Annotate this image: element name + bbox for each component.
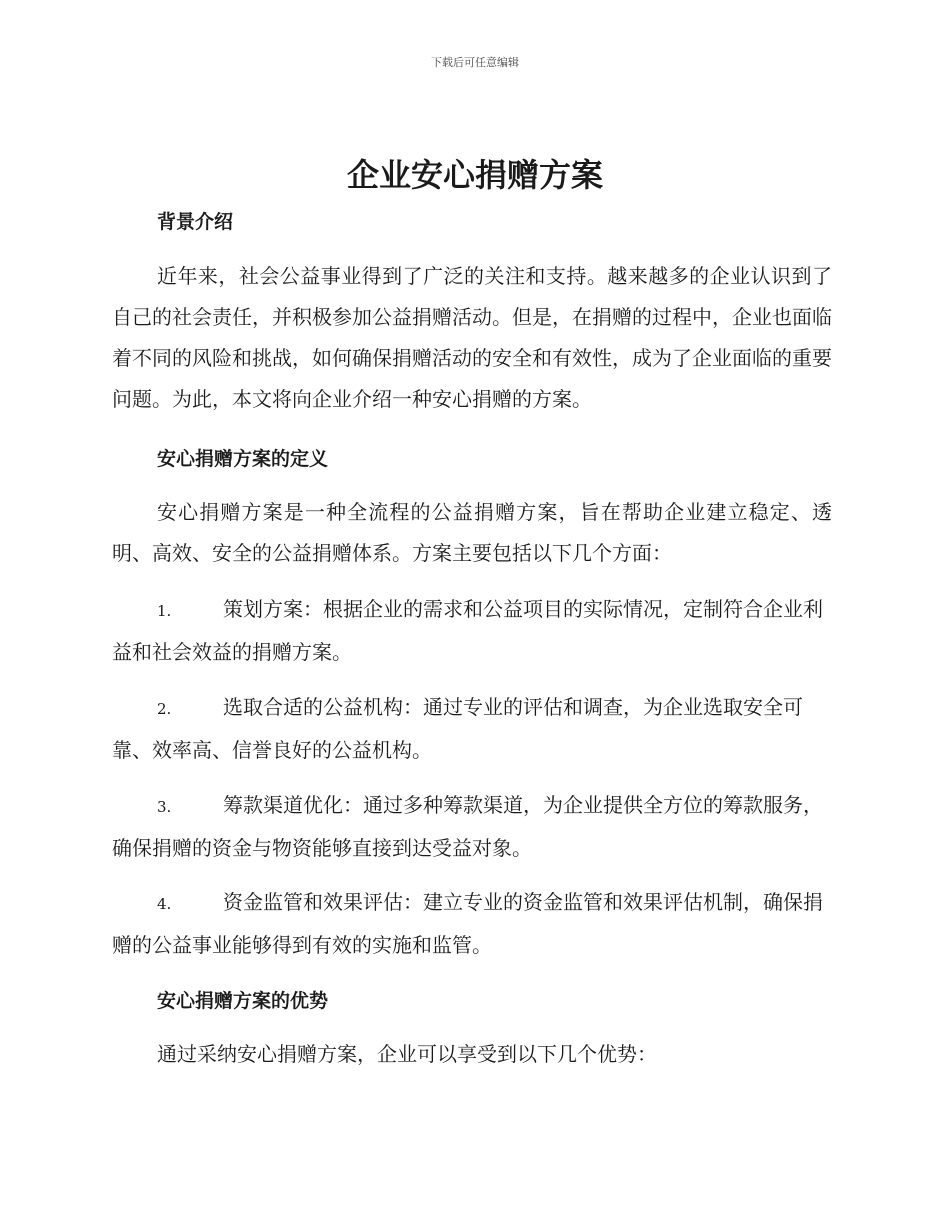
list-item-text: 策划方案：根据企业的需求和公益项目的实际情况，定制符合企业利益和社会效益的捐赠方案。: [112, 597, 823, 664]
list-item-text: 资金监管和效果评估：建立专业的资金监管和效果评估机制，确保捐赠的公益事业能够得到有效的实施和监管。: [112, 890, 823, 957]
page-header-note: 下载后可任意编辑: [431, 56, 519, 69]
list-item: [112, 882, 832, 966]
list-item-text: 选取合适的公益机构：通过专业的评估和调查，为企业选取安全可靠、效率高、信誉良好的公益机构。: [112, 695, 803, 762]
list-item-number: 3.: [157, 798, 172, 816]
section-heading-advantages: 安心捐赠方案的优势: [157, 990, 329, 1012]
list-item: [112, 785, 832, 869]
list-item: [112, 687, 832, 771]
list-item-text: 筹款渠道优化：通过多种筹款渠道，为企业提供全方位的筹款服务，确保捐赠的资金与物资能够直接到达受益对象。: [112, 793, 823, 860]
paragraph-background: 近年来，社会公益事业得到了广泛的关注和支持。越来越多的企业认识到了自己的社会责任，并积极参加公益捐赠活动。但是，在捐赠的过程中，企业也面临着不同的风险和挑战，如何确保捐赠活动的安全和有效性，成为了企业面临的重要问题。为此，本文将向企业介绍一种安心捐赠的方案。: [112, 264, 832, 411]
list-item-number: 1.: [157, 602, 172, 620]
list-item-number: 2.: [157, 700, 172, 718]
section-heading-definition: 安心捐赠方案的定义: [157, 448, 329, 470]
section-heading-background: 背景介绍: [157, 211, 234, 233]
list-item: [112, 589, 832, 673]
list-item-number: 4.: [157, 895, 172, 913]
document-title: 企业安心捐赠方案: [346, 156, 603, 194]
paragraph-advantages: 通过采纳安心捐赠方案，企业可以享受到以下几个优势：: [157, 1042, 657, 1066]
paragraph-definition: 安心捐赠方案是一种全流程的公益捐赠方案，旨在帮助企业建立稳定、透明、高效、安全的公益捐赠体系。方案主要包括以下几个方面：: [112, 500, 832, 565]
